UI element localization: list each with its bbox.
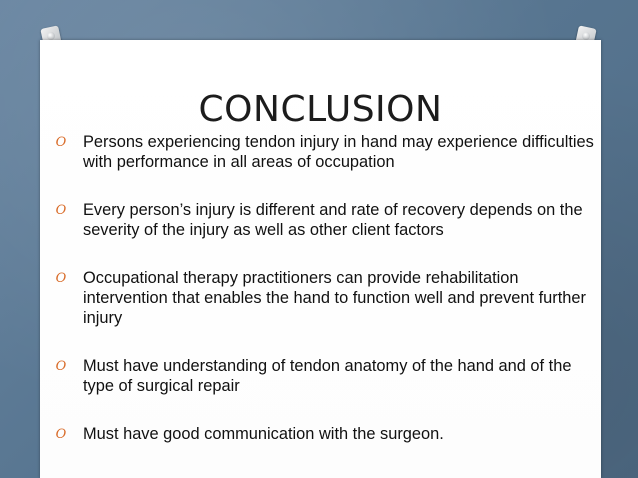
bullet-item (54, 356, 594, 396)
bullet-item (54, 268, 594, 328)
bullet-marker-icon: O (55, 359, 67, 374)
bullet-list (54, 132, 594, 444)
bullet-marker-icon: O (55, 135, 67, 150)
bullet-text: Persons experiencing tendon injury in hand may experience difficulties with performance in all areas of occupation (83, 133, 594, 171)
bullet-marker-icon: O (55, 271, 67, 286)
slide-panel (40, 40, 601, 478)
bullet-text: Occupational therapy practitioners can provide rehabilitation intervention that enables the hand to function well and prevent further injury (83, 269, 586, 327)
slide-title: CONCLUSION (198, 89, 443, 130)
bullet-item (54, 200, 594, 240)
bullet-text: Must have good communication with the surgeon. (83, 425, 444, 443)
bullet-marker-icon: O (55, 203, 67, 218)
bullet-item (54, 132, 594, 172)
bullet-text: Every person’s injury is different and rate of recovery depends on the severity of the injury as well as other client factors (83, 201, 583, 239)
bullet-text: Must have understanding of tendon anatomy of the hand and of the type of surgical repair (83, 357, 572, 395)
bullet-marker-icon: O (55, 427, 67, 442)
bullet-item (54, 424, 594, 444)
